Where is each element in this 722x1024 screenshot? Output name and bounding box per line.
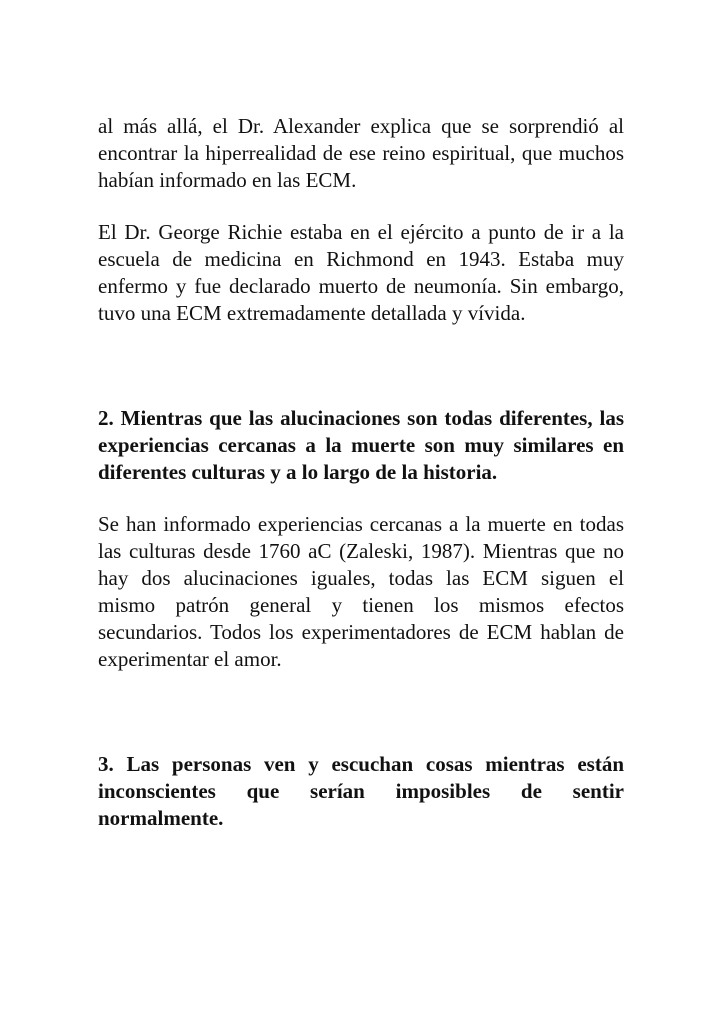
paragraph-richie: El Dr. George Richie estaba en el ejército a punto de ir a la escuela de medicina en Richmond en 1943. Estaba muy enfermo y fue declarado muerto de neumonía. Sin embargo, tuvo una ECM extremadamente detallada y vívida. [98,220,624,325]
section-heading-2: 2. Mientras que las alucinaciones son todas diferentes, las experiencias cercanas a la muerte son muy similares en diferentes culturas y a lo largo de la historia. [98,406,624,484]
section-heading-3: 3. Las personas ven y escuchan cosas mientras están inconscientes que serían imposibles de sentir normalmente. [98,752,624,830]
document-page [98,113,624,832]
paragraph-alexander: al más allá, el Dr. Alexander explica que se sorprendió al encontrar la hiperrealidad de ese reino espiritual, que muchos habían informado en las ECM. [98,114,624,192]
paragraph-cultures: Se han informado experiencias cercanas a la muerte en todas las culturas desde 1760 aC (Zaleski, 1987). Mientras que no hay dos alucinaciones iguales, todas las ECM siguen el mismo patrón general y tienen los mismos efectos secundarios. Todos los experimentadores de ECM hablan de experimentar el amor. [98,512,624,671]
